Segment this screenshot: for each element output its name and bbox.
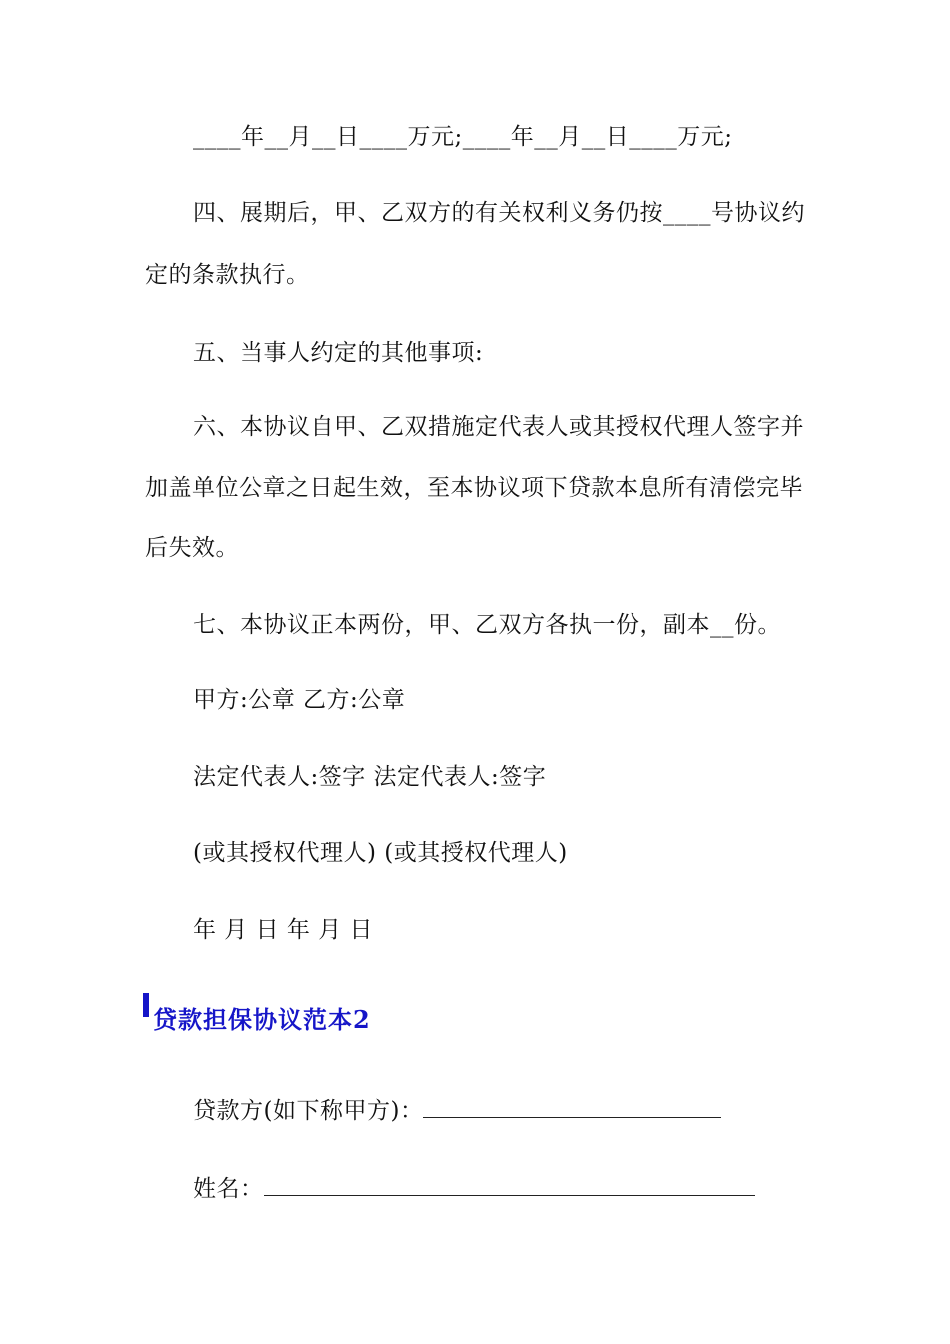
heading-marker xyxy=(143,993,149,1017)
seal-line: 甲方:公章 乙方:公章 xyxy=(193,687,406,713)
name-field-label: 姓名： xyxy=(193,1176,264,1202)
clause-five: 五、当事人约定的其他事项: xyxy=(193,340,484,366)
name-field-blank xyxy=(264,1173,755,1196)
date-line: 年 月 日 年 月 日 xyxy=(193,917,374,943)
clause-seven: 七、本协议正本两份，甲、乙双方各执一份，副本__份。 xyxy=(193,612,781,638)
clause-six-line-2: 加盖单位公章之日起生效，至本协议项下贷款本息所有清偿完毕 xyxy=(145,475,803,501)
clause-six-line-1: 六、本协议自甲、乙双措施定代表人或其授权代理人签字并 xyxy=(193,414,804,440)
extension-schedule-line: ____年__月__日____万元;____年__月__日____万元; xyxy=(193,124,733,150)
clause-four-line-2: 定的条款执行。 xyxy=(145,262,310,288)
clause-four-line-1: 四、展期后，甲、乙双方的有关权利义务仍按____号协议约 xyxy=(193,200,805,226)
clause-six-line-3: 后失效。 xyxy=(145,535,239,561)
signature-line: 法定代表人:签字 法定代表人:签字 xyxy=(193,764,547,790)
name-field xyxy=(193,1173,755,1204)
authorized-agent-line: (或其授权代理人) (或其授权代理人) xyxy=(193,840,568,866)
lender-field-blank xyxy=(423,1095,721,1118)
section-heading-text: 贷款担保协议范本2 xyxy=(153,1005,371,1034)
lender-field xyxy=(193,1095,721,1126)
lender-field-label: 贷款方(如下称甲方)： xyxy=(193,1098,424,1124)
section-heading xyxy=(143,993,371,1033)
